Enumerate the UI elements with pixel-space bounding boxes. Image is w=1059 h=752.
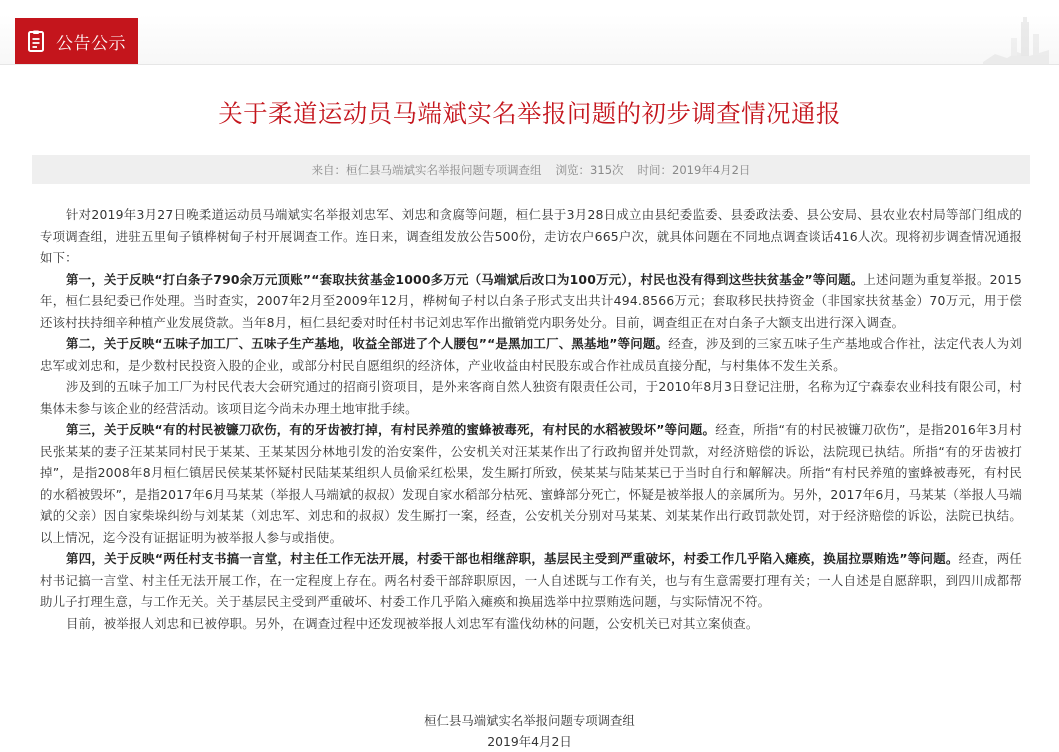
paragraph: 第二，关于反映“五味子加工厂、五味子生产基地，收益全部进了个人腰包”“是黑加工厂、黑基地”等问题。经查，涉及到的三家五味子生产基地或合作社，法定代表人为刘忠军或刘忠和，是少数村民投资入股的企业，或部分村民自愿组织的经济体，产业收益由村民股东或合作社成员直接分配，与村集体不发生关系。 (40, 336, 1023, 373)
article-meta-bar (32, 155, 1030, 184)
decorative-building-icon (981, 14, 1051, 64)
paragraph: 目前，被举报人刘忠和已被停职。另外，在调查过程中还发现被举报人刘忠军有滥伐幼林的问题，公安机关已对其立案侦查。 (66, 615, 759, 631)
paragraph: 第三，关于反映“有的村民被镰刀砍伤，有的牙齿被打掉，有村民养殖的蜜蜂被毒死，有村民的水稻被毁坏”等问题。经查，所指“有的村民被镰刀砍伤”，是指2016年3月村民张某某的妻子汪某某同村民于某某、王某某因分林地引发的治安案件，公安机关对汪某某作出了行政拘留并处罚款，对经济赔偿的诉讼，法院现已执结。所指“有的牙齿被打掉”，是指2008年8月桓仁镇居民侯某某怀疑村民陆某某组织人员偷采红松果，发生厮打所致，侯某某与陆某某已于当时自行和解解决。所指“有村民养殖的蜜蜂被毒死，有村民的水稻被毁坏”，是指2017年6月马某某（举报人马端斌的叔叔）发现自家水稻部分枯死、蜜蜂部分死亡，怀疑是被举报人的亲属所为。另外，2017年6月，马某某（举报人马端斌的父亲）因自家柴垛纠纷与刘某某（刘忠军、刘忠和的叔叔）发生厮打一案，经查，公安机关分别对马某某、刘某某作出行政罚款处罚，对于经济赔偿的诉讼，法院已执结。以上情况，迄今没有证据证明为被举报人参与或指使。 (40, 422, 1023, 545)
top-bar (0, 14, 1059, 65)
article-views: 浏览：315次 (555, 162, 624, 177)
bulletin-document-icon (26, 30, 46, 52)
article-source: 来自：桓仁县马端斌实名举报问题专项调查组 (311, 162, 542, 177)
paragraph: 第四，关于反映“两任村支书搞一言堂，村主任工作无法开展，村委干部也相继辞职，基层民主受到严重破坏，村委工作几乎陷入瘫痪，换届拉票贿选”等问题。经查，两任村书记搞一言堂、村主任无法开展工作，在一定程度上存在。两名村委干部辞职原因，一人自述既与工作有关，也与有生意需要打理有关；一人自述是自愿辞职，到四川成都帮助儿子打理生意，与工作无关。关于基层民主受到严重破坏、村委工作几乎陷入瘫痪和换届选举中拉票贿选问题，与实际情况不符。 (40, 551, 1022, 609)
signature-org: 桓仁县马端斌实名举报问题专项调查组 (424, 713, 635, 728)
article-time: 时间：2019年4月2日 (637, 162, 751, 177)
page-title: 关于柔道运动员马端斌实名举报问题的初步调查情况通报 (218, 99, 841, 128)
signature-date: 2019年4月2日 (487, 734, 572, 749)
article-body (40, 204, 1022, 634)
paragraph: 第一，关于反映“打白条子790余万元顶账”“套取扶贫基金1000多万元（马端斌后改口为100万元），村民也没有得到这些扶贫基金”等问题。上述问题为重复举报。2015年，桓仁县纪委已作处理。当时查实，2007年2月至2009年12月，桦树甸子村以白条子形式支出共计494.8566万元；套取移民扶持资金（非国家扶贫基金）70万元，用于偿还该村扶持细辛种植产业发展贷款。当年8月，桓仁县纪委对时任村书记刘忠军作出撤销党内职务处分。目前，调查组正在对白条子大额支出进行深入调查。 (40, 271, 1022, 330)
paragraph: 针对2019年3月27日晚柔道运动员马端斌实名举报刘忠军、刘忠和贪腐等问题，桓仁县于3月28日成立由县纪委监委、县委政法委、县公安局、县农业农村局等部门组成的专项调查组，进驻五里甸子镇桦树甸子村开展调查工作。连日来，调查组发放公告500份，走访农户665户次，就具体问题在不同地点调查谈话416人次。现将初步调查情况通报如下： (40, 207, 1022, 265)
tab-label: 公告公示 (56, 33, 126, 54)
paragraph: 涉及到的五味子加工厂为村民代表大会研究通过的招商引资项目，是外来客商自然人独资有限责任公司，于2010年8月3日登记注册，名称为辽宁森泰农业科技有限公司，村集体未参与该企业的经营活动。该项目迄今尚未办理土地审批手续。 (40, 379, 1022, 416)
announcement-tab[interactable] (15, 18, 138, 64)
